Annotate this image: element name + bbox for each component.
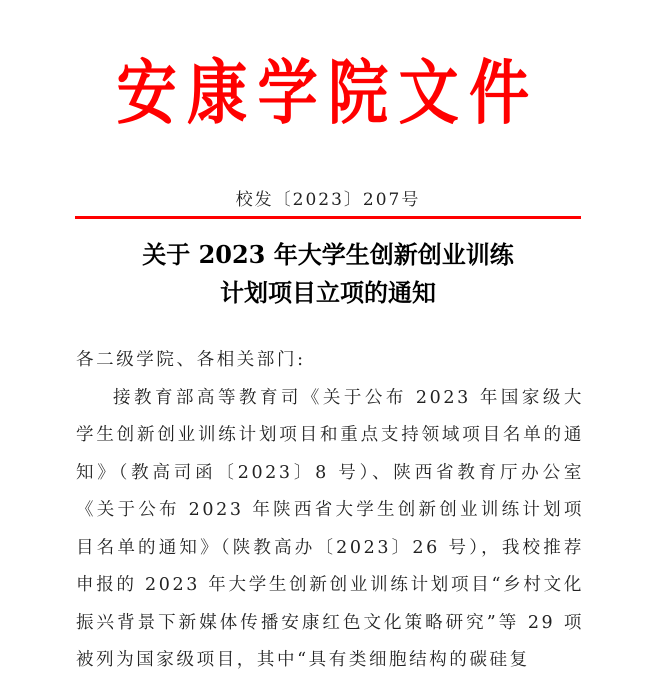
title-line-2: 计划项目立项的通知 <box>220 278 436 307</box>
document-masthead: 安康学院文件 <box>116 51 540 134</box>
title-line-1: 关于 2023 年大学生创新创业训练 <box>142 240 514 269</box>
red-divider-rule <box>75 216 581 219</box>
document-body <box>76 342 584 680</box>
document-title <box>0 236 656 312</box>
salutation: 各二级学院、各相关部门: <box>76 350 306 370</box>
body-paragraph: 接教育部高等教育司《关于公布 2023 年国家级大学生创新创业训练计划项目和重点支持领域项目名单的通知》（教高司函〔2023〕8 号）、陕西省教育厅办公室《关于公布 2023 年陕西省大学生创新创业训练计划项目名单的通知》（陕教高办〔2023〕26 号），我校推荐申报的 2023 年大学生创新创业训练计划项目“乡村文化振兴背景下新媒体传播安康红色文化策略研究”等 29 项被列为国家级项目，其中“具有类细胞结构的碳硅复 <box>76 387 584 670</box>
document-number: 校发〔2023〕207号 <box>235 190 421 210</box>
